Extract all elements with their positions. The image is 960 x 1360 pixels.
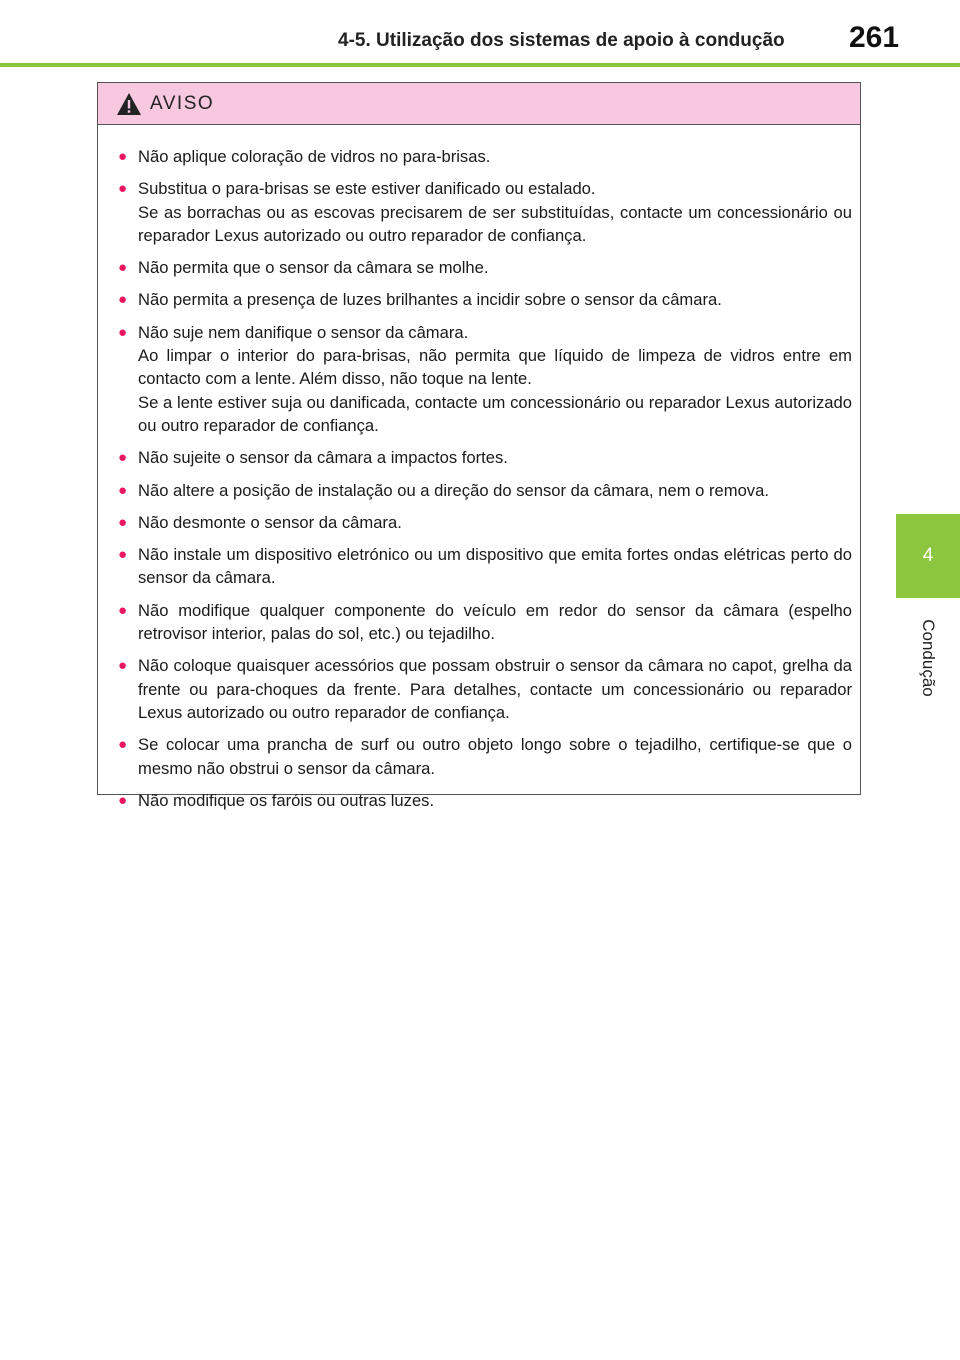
bullet-icon: ● (118, 736, 128, 754)
warning-item-paragraph: Não suje nem danifique o sensor da câmara. (138, 322, 469, 342)
bullet-icon: ● (118, 513, 128, 531)
warning-item-text (138, 543, 852, 590)
warning-item (118, 789, 852, 812)
warning-item-paragraph: Não coloque quaisquer acessórios que possam obstruir o sensor da câmara no capot, grelha da frente ou para-choques da frente. Para detalhes, contacte um concessionário ou reparador Lexus autorizado ou outro reparador de confiança. (138, 656, 852, 722)
warning-item-paragraph: Não aplique coloração de vidros no para-brisas. (138, 147, 491, 166)
warning-item (118, 288, 852, 311)
warning-triangle-icon (116, 92, 142, 116)
bullet-icon: ● (118, 180, 128, 198)
warning-item-paragraph: Substitua o para-brisas se este estiver danificado ou estalado. (138, 179, 596, 199)
warning-item-text (138, 479, 769, 502)
chapter-label: Condução (919, 619, 938, 697)
warning-item (118, 256, 852, 279)
warning-item-text (138, 177, 852, 247)
chapter-number: 4 (922, 545, 934, 566)
bullet-icon: ● (118, 323, 128, 341)
warning-item-paragraph: Não permita a presença de luzes brilhantes a incidir sobre o sensor da câmara. (138, 290, 722, 310)
warning-item-text (138, 789, 434, 812)
warning-item-paragraph: Se a lente estiver suja ou danificada, contacte um concessionário ou reparador Lexus autorizado ou outro reparador de confiança. (138, 392, 852, 435)
warning-item-paragraph: Não desmonte o sensor da câmara. (138, 512, 402, 532)
warning-item (118, 479, 852, 502)
warning-item-text (138, 511, 402, 534)
warning-item-paragraph: Se as borrachas ou as escovas precisarem de ser substituídas, contacte um concessionário ou reparador Lexus autorizado ou outro reparador de confiança. (138, 202, 852, 245)
warning-item-text (138, 256, 489, 279)
bullet-icon: ● (118, 791, 128, 809)
warning-item (118, 177, 852, 247)
page-number: 261 (849, 21, 900, 54)
warning-item-text (138, 288, 722, 311)
warning-item-text (138, 145, 490, 168)
warning-box (97, 82, 861, 810)
warning-item-paragraph: Não instale um dispositivo eletrónico ou um dispositivo que emita fortes ondas elétricas perto do sensor da câmara. (138, 545, 852, 588)
warning-item (118, 733, 852, 780)
warning-title: AVISO (150, 92, 215, 114)
warning-item (118, 511, 852, 534)
warning-item-paragraph: Ao limpar o interior do para-brisas, não permita que líquido de limpeza de vidros entre em contacto com a lente. Além disso, não toque na lente. (138, 346, 852, 389)
chapter-tab (896, 514, 960, 598)
bullet-icon: ● (118, 291, 128, 309)
bullet-icon: ● (118, 449, 128, 467)
warning-item (118, 654, 852, 724)
section-title: 4-5. Utilização dos sistemas de apoio à condução (338, 30, 785, 51)
warning-header (98, 83, 860, 125)
warning-item-text (138, 321, 852, 437)
header-rule (0, 63, 960, 67)
bullet-icon: ● (118, 546, 128, 564)
warning-item-paragraph: Não permita que o sensor da câmara se molhe. (138, 258, 489, 278)
warning-item-paragraph: Não sujeite o sensor da câmara a impactos fortes. (138, 448, 508, 468)
warning-list (98, 125, 860, 812)
warning-item (118, 145, 852, 168)
warning-item-text (138, 654, 852, 724)
warning-item-paragraph: Não modifique os faróis ou outras luzes. (138, 790, 435, 810)
bullet-icon: ● (118, 481, 128, 499)
warning-item-text (138, 599, 852, 646)
bullet-icon: ● (118, 601, 128, 619)
warning-item-paragraph: Não modifique qualquer componente do veículo em redor do sensor da câmara (espelho retrovisor interior, palas do sol, etc.) ou tejadilho. (138, 600, 852, 644)
warning-item-text (138, 733, 852, 780)
warning-item-paragraph: Não altere a posição de instalação ou a direção do sensor da câmara, nem o remova. (138, 480, 769, 500)
bullet-icon: ● (118, 148, 128, 165)
bullet-icon: ● (118, 657, 128, 675)
warning-item (118, 543, 852, 590)
warning-item (118, 599, 852, 646)
warning-item (118, 446, 852, 469)
bullet-icon: ● (118, 259, 128, 277)
warning-item (118, 321, 852, 437)
warning-item-text (138, 446, 508, 469)
warning-item-paragraph: Se colocar uma prancha de surf ou outro objeto longo sobre o tejadilho, certifique-se que o mesmo não obstrui o sensor da câmara. (138, 735, 852, 778)
